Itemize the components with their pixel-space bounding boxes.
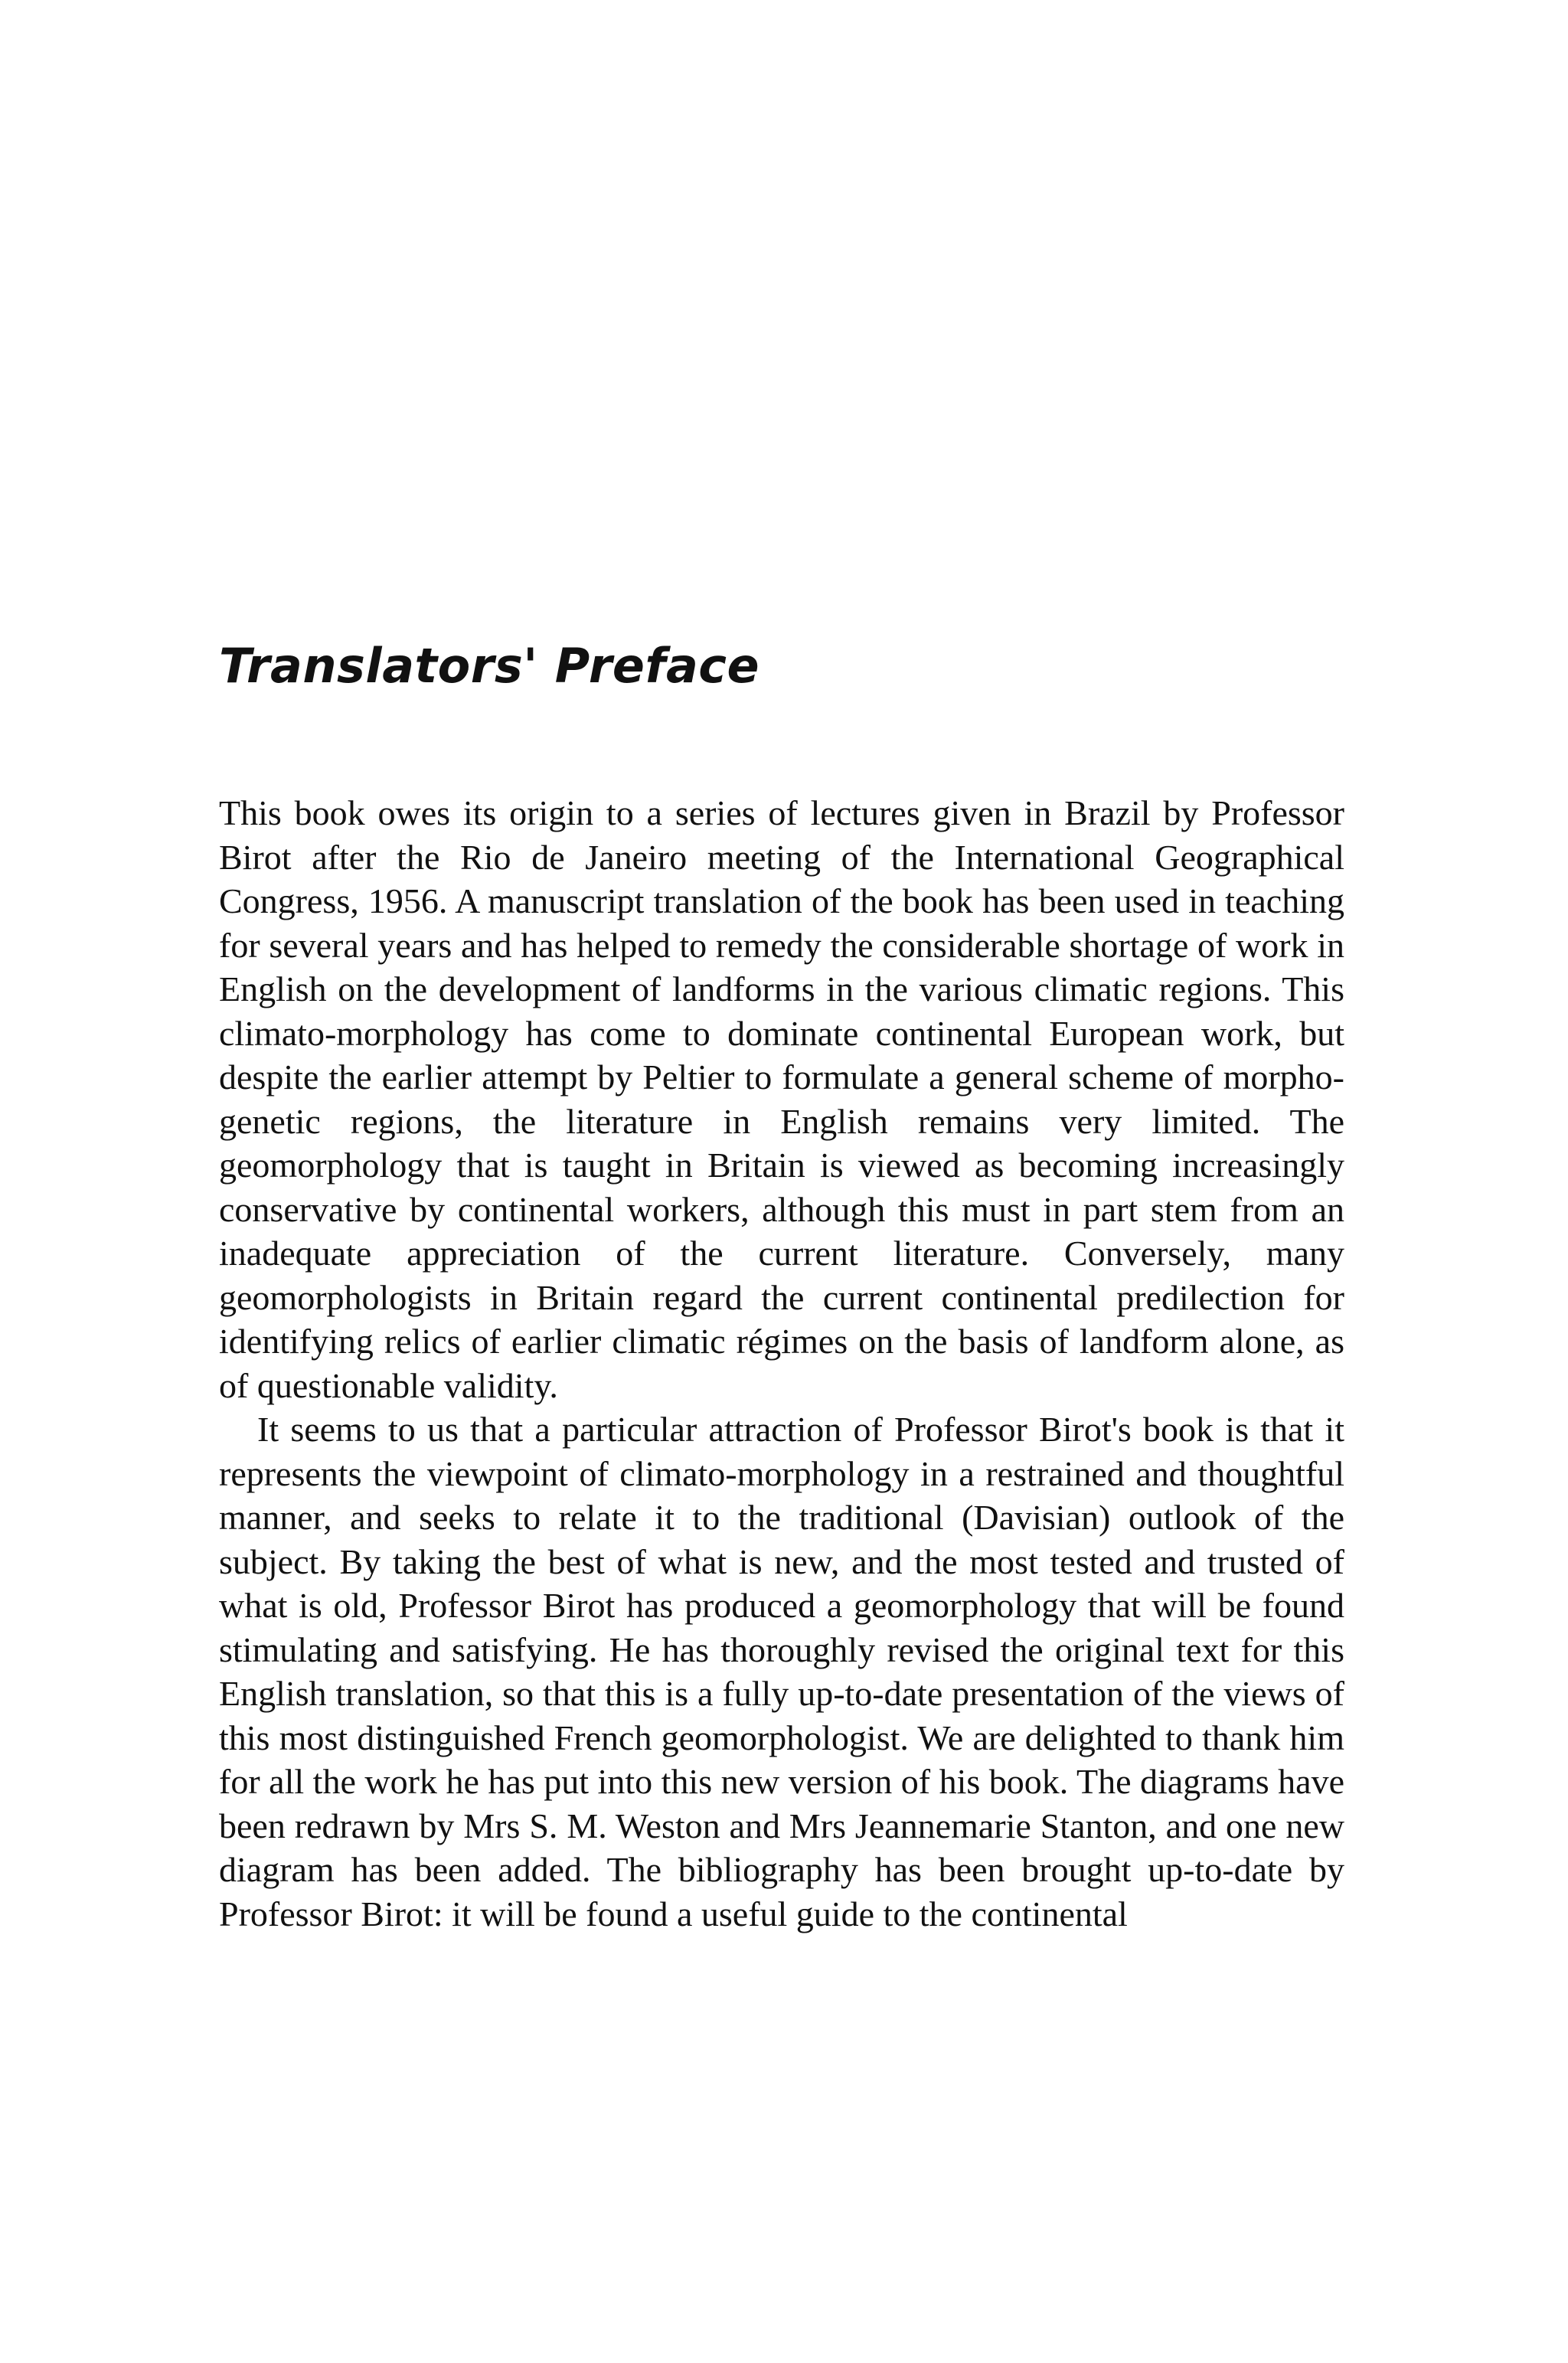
- preface-body: [219, 791, 1344, 1936]
- paragraph-1: This book owes its origin to a series of lectures given in Brazil by Professor Birot after the Rio de Janeiro meeting of the International Geographical Congress, 1956. A manuscript translation of the book has been used in teaching for several years and has helped to remedy the considerable shortage of work in English on the development of landforms in the various climatic regions. This climato-morphology has come to dominate continental European work, but despite the earlier attempt by Peltier to formulate a general scheme of morphogenetic regions, the literature in English remains very limited. The geomorphology that is taught in Britain is viewed as becoming increasingly conservative by continental workers, although this must in part stem from an inadequate appreciation of the current literature. Conversely, many geomorphologists in Britain regard the current continental predilection for identifying relics of earlier climatic régimes on the basis of landform alone, as of questionable validity.: [219, 793, 1344, 1405]
- paragraph-2: It seems to us that a particular attraction of Professor Birot's book is that it represents the viewpoint of climato-morphology in a restrained and thoughtful manner, and seeks to relate it to the traditional (Davisian) outlook of the subject. By taking the best of what is new, and the most tested and trusted of what is old, Professor Birot has produced a geomorphology that will be found stimulating and satisfying. He has thoroughly revised the original text for this English translation, so that this is a fully up-to-date presentation of the views of this most distinguished French geomorphologist. We are delighted to thank him for all the work he has put into this new version of his book. The diagrams have been redrawn by Mrs S. M. Weston and Mrs Jeannemarie Stanton, and one new diagram has been added. The bibliography has been brought up-to-date by Professor Birot: it will be found a useful guide to the continental: [219, 1410, 1344, 1933]
- chapter-heading: Translators' Preface: [219, 638, 760, 694]
